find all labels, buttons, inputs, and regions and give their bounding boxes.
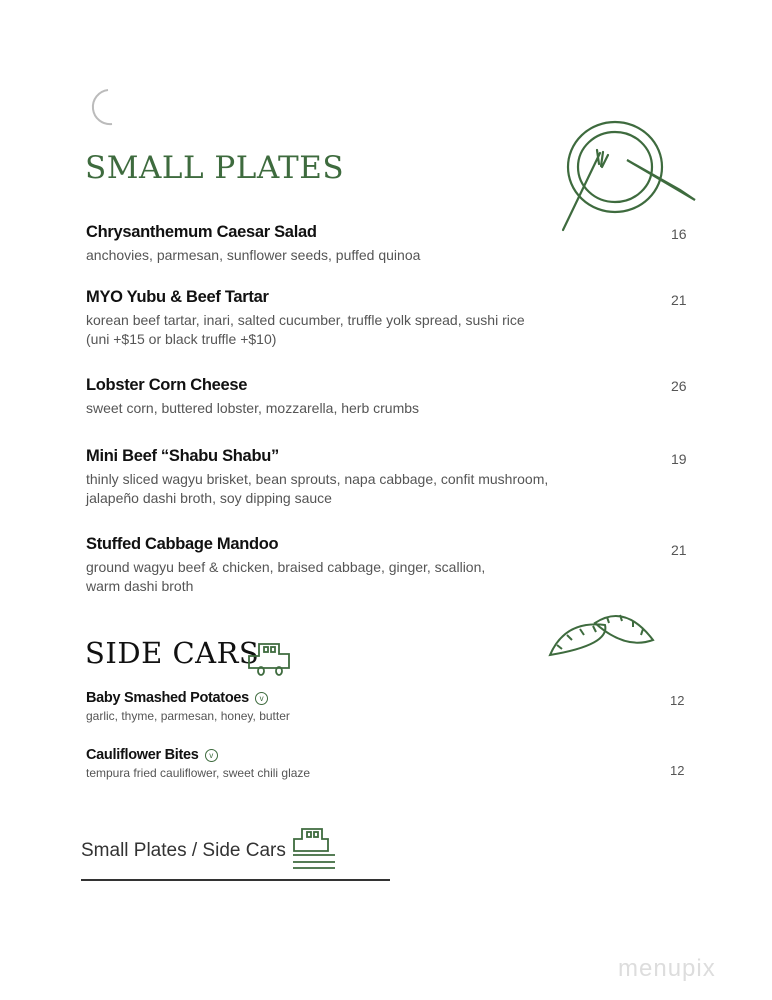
menu-item (86, 223, 420, 265)
section-title-side-cars: SIDE CARS (85, 636, 260, 670)
plate-fork-knife-icon (555, 115, 705, 240)
footer-divider (81, 879, 390, 881)
item-description: jalapeño dashi broth, soy dipping sauce (86, 490, 332, 506)
item-description: ground wagyu beef & chicken, braised cabbage, ginger, scallion, (86, 559, 486, 575)
item-name: Mini Beef “Shabu Shabu” (86, 447, 279, 465)
item-description: tempura fried cauliflower, sweet chili glaze (86, 766, 311, 780)
item-name: Stuffed Cabbage Mandoo (86, 535, 279, 553)
item-price: 12 (670, 693, 685, 708)
item-name: Lobster Corn Cheese (86, 376, 248, 394)
item-name: Baby Smashed Potatoes (86, 690, 249, 706)
item-description: garlic, thyme, parmesan, honey, butter (86, 709, 290, 723)
item-name: Chrysanthemum Caesar Salad (86, 223, 317, 241)
moon-icon (86, 88, 116, 128)
item-name: Cauliflower Bites (86, 747, 199, 763)
item-price: 16 (671, 226, 687, 242)
vegetarian-icon: v (255, 692, 268, 705)
car-on-road-icon (290, 825, 340, 873)
item-description: anchovies, parmesan, sunflower seeds, puffed quinoa (86, 247, 421, 263)
menu-item (86, 376, 419, 418)
menu-item (86, 288, 525, 349)
item-description: sweet corn, buttered lobster, mozzarella, herb crumbs (86, 400, 420, 416)
car-icon (247, 638, 292, 678)
item-description: warm dashi broth (86, 578, 194, 594)
item-description: thinly sliced wagyu brisket, bean sprouts, napa cabbage, confit mushroom, (86, 471, 549, 487)
item-price: 21 (671, 542, 687, 558)
item-description: korean beef tartar, inari, salted cucumber, truffle yolk spread, sushi rice (86, 312, 525, 328)
watermark: menupix (618, 955, 716, 982)
item-price: 12 (670, 763, 685, 778)
section-title-small-plates: SMALL PLATES (85, 150, 345, 186)
item-price: 21 (671, 292, 687, 308)
item-price: 19 (671, 451, 687, 467)
menu-item (86, 535, 485, 596)
footer-title: Small Plates / Side Cars (81, 840, 286, 861)
item-name: MYO Yubu & Beef Tartar (86, 288, 269, 306)
menu-item (86, 690, 290, 723)
item-description: (uni +$15 or black truffle +$10) (86, 331, 277, 347)
menu-item (86, 447, 548, 508)
vegetarian-icon: v (205, 749, 218, 762)
dumplings-icon (545, 605, 660, 670)
item-price: 26 (671, 378, 687, 394)
menu-item (86, 747, 310, 780)
